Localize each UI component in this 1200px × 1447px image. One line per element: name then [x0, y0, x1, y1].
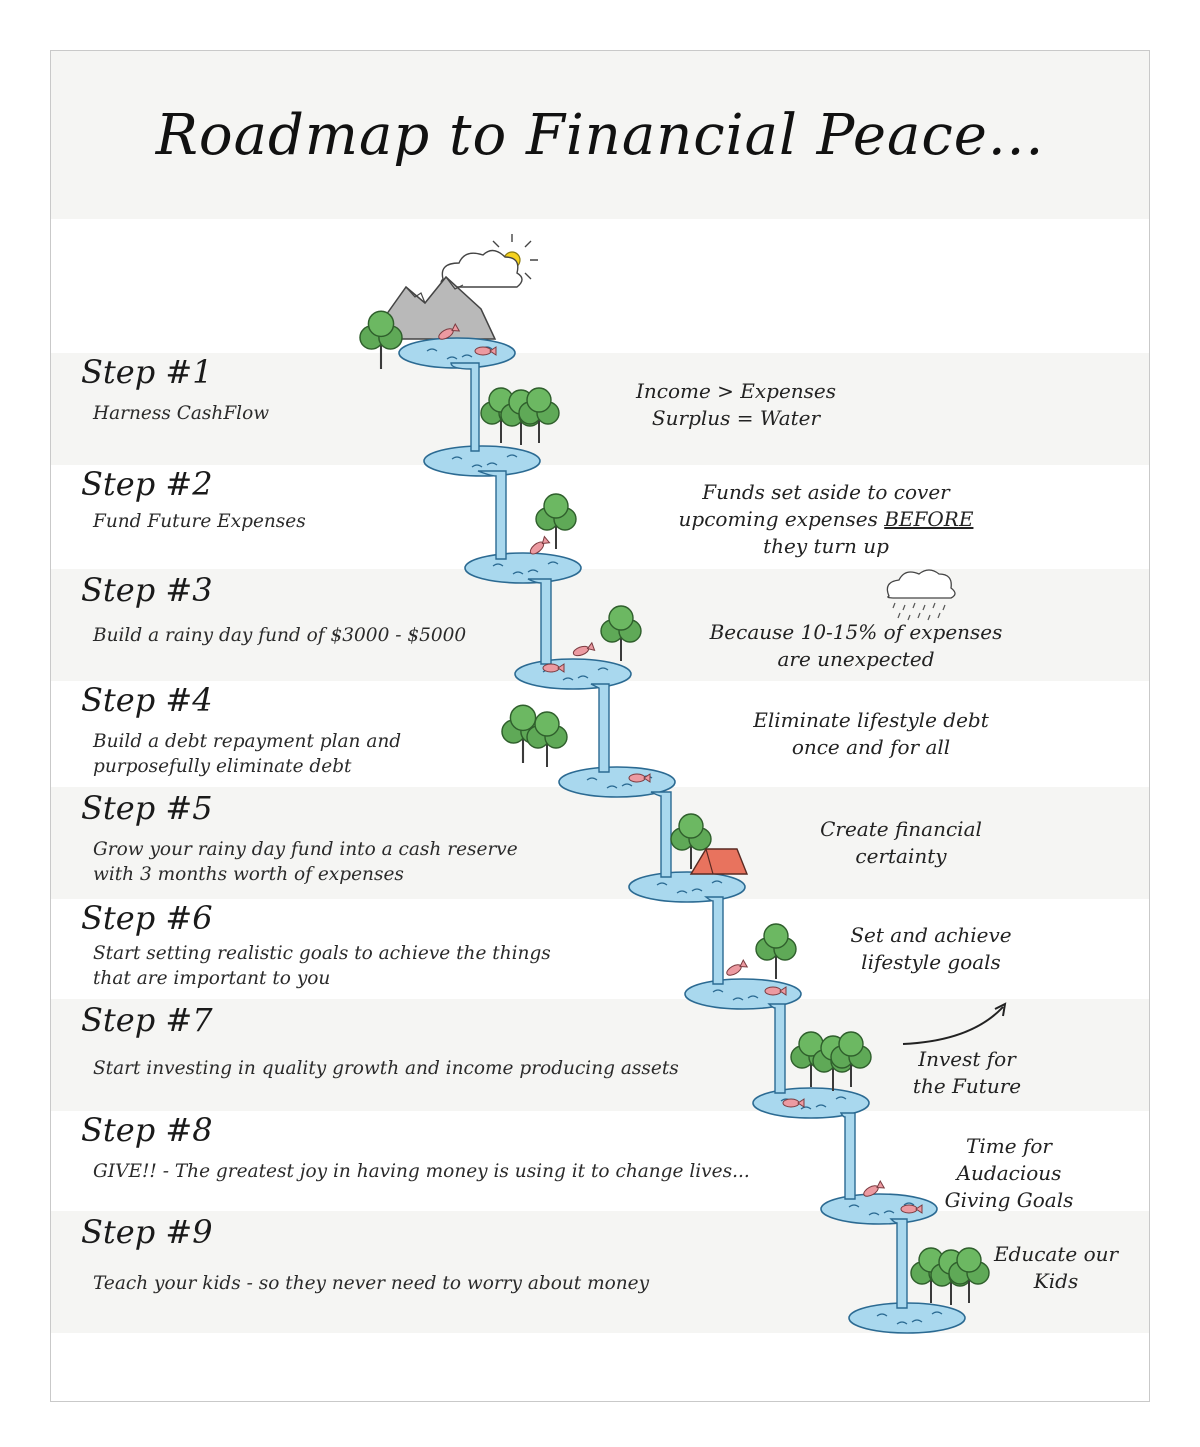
- note-line: Surplus = Water: [651, 406, 821, 430]
- step-title-1: Step #1: [81, 353, 213, 391]
- step-desc-9: Teach your kids - so they never need to worry about money: [93, 1273, 650, 1294]
- step-note-5: [791, 816, 1011, 870]
- step-title-7: Step #7: [81, 1001, 213, 1039]
- step-desc-6: Start setting realistic goals to achieve the things that are important to you: [93, 943, 551, 989]
- step-desc-5: Grow your rainy day fund into a cash reserve with 3 months worth of expenses: [93, 839, 518, 885]
- step-desc-3: Build a rainy day fund of $3000 - $5000: [93, 625, 467, 646]
- step-desc-4: Build a debt repayment plan and purposefully eliminate debt: [93, 731, 402, 777]
- step-note-4: [731, 707, 1011, 761]
- step-title-5: Step #5: [81, 789, 213, 827]
- step-title-3: Step #3: [81, 571, 213, 609]
- note-emphasis: BEFORE: [884, 507, 974, 531]
- step-desc-2: Fund Future Expenses: [93, 511, 306, 532]
- step-title-2: Step #2: [81, 465, 213, 503]
- note-line: Educate our: [993, 1242, 1119, 1266]
- note-line: Time for Audacious: [956, 1134, 1062, 1185]
- note-line: Giving Goals: [944, 1188, 1074, 1212]
- note-line-text: upcoming expenses: [678, 507, 885, 531]
- step-note-2: [651, 479, 1001, 560]
- note-line: the Future: [912, 1074, 1022, 1098]
- step-desc-8: GIVE!! - The greatest joy in having money is using it to change lives...: [93, 1161, 750, 1182]
- note-line: Invest for: [918, 1047, 1016, 1071]
- step-note-1: [611, 378, 861, 432]
- note-line: are unexpected: [777, 647, 935, 671]
- note-line: Income > Expenses: [635, 379, 837, 403]
- step-note-3: [691, 619, 1021, 673]
- growth-arrow-icon: [903, 1004, 1005, 1044]
- step-desc-1: Harness CashFlow: [93, 403, 270, 424]
- step-desc-7: Start investing in quality growth and income producing assets: [93, 1058, 679, 1079]
- step-title-4: Step #4: [81, 681, 213, 719]
- note-line: Because 10-15% of expenses: [709, 620, 1003, 644]
- step-note-9: [981, 1241, 1131, 1295]
- note-line: Set and achieve: [850, 923, 1012, 947]
- step-title-9: Step #9: [81, 1213, 213, 1251]
- step-note-6: [831, 922, 1031, 976]
- note-line: Funds set aside to cover: [702, 480, 950, 504]
- note-line: Eliminate lifestyle debt: [753, 708, 989, 732]
- note-line: Kids: [1033, 1269, 1079, 1293]
- page-title: Roadmap to Financial Peace...: [155, 103, 1045, 168]
- note-line: Create financial: [820, 817, 982, 841]
- note-line: they turn up: [763, 534, 889, 558]
- note-line: [651, 506, 1001, 533]
- step-note-7: [897, 1046, 1037, 1100]
- note-line: once and for all: [791, 735, 951, 759]
- roadmap-poster: [50, 50, 1150, 1402]
- step-note-8: [911, 1133, 1107, 1214]
- note-line: lifestyle goals: [861, 950, 1001, 974]
- tent-icon: [691, 849, 747, 874]
- step-title-8: Step #8: [81, 1111, 213, 1149]
- rain-cloud-icon: [887, 570, 955, 620]
- note-line: certainty: [855, 844, 947, 868]
- step-title-6: Step #6: [81, 899, 213, 937]
